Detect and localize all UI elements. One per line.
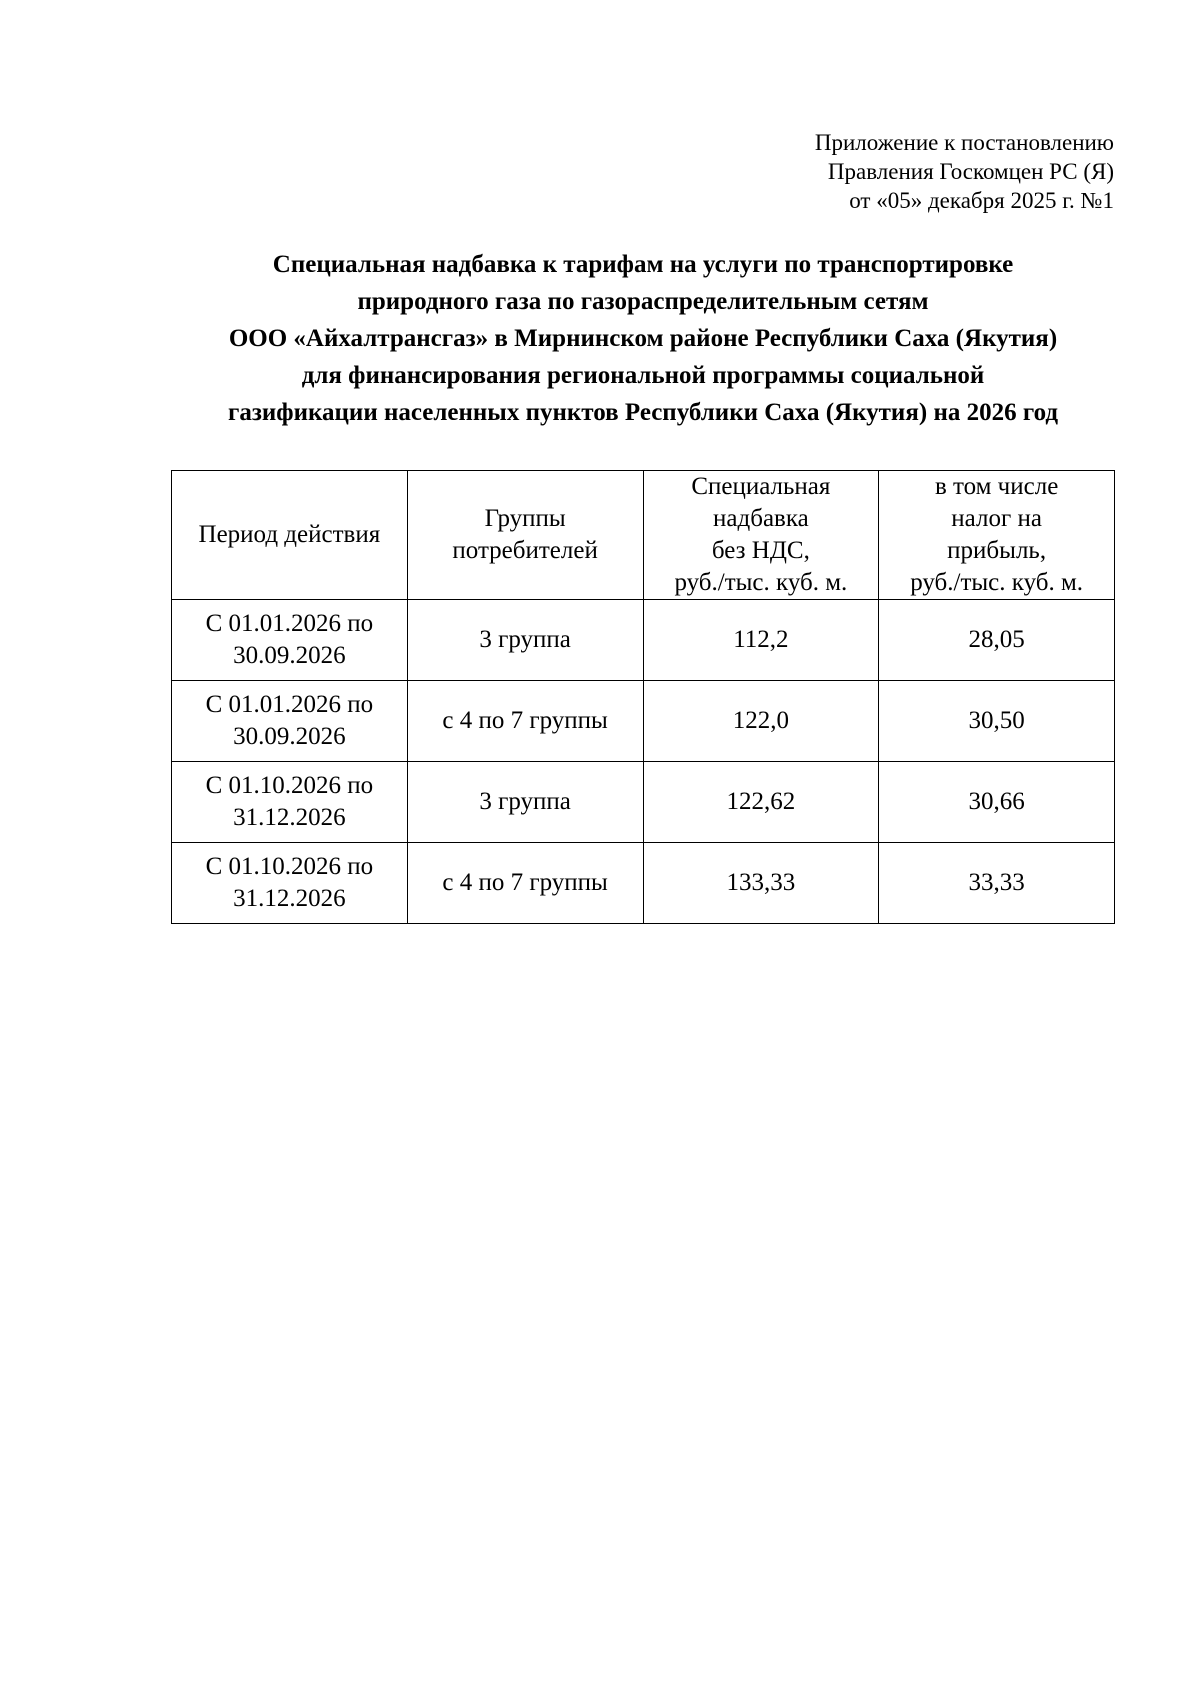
header-text: Группы (484, 505, 566, 532)
surcharge-cell: 133,33 (643, 843, 879, 924)
document-title (150, 246, 1136, 431)
table-row (172, 843, 1115, 924)
period-end: 31.12.2026 (233, 804, 346, 831)
tax-cell: 30,66 (879, 762, 1115, 843)
title-line: природного газа по газораспределительным сетям (357, 288, 929, 315)
header-surcharge (643, 471, 879, 600)
surcharge-cell: 112,2 (643, 600, 879, 681)
header-text: Период действия (198, 521, 381, 548)
surcharge-cell: 122,62 (643, 762, 879, 843)
period-end: 31.12.2026 (233, 885, 346, 912)
period-start: С 01.10.2026 по (205, 772, 374, 799)
header-consumer-group (407, 471, 643, 600)
group-cell: 3 группа (407, 600, 643, 681)
group-cell: 3 группа (407, 762, 643, 843)
header-text: без НДС, (711, 537, 810, 564)
header-text: потребителей (452, 537, 598, 564)
header-text: в том числе (934, 473, 1059, 500)
header-text: руб./тыс. куб. м. (674, 569, 848, 596)
title-line: газификации населенных пунктов Республики Саха (Якутия) на 2026 год (227, 399, 1059, 426)
period-start: С 01.01.2026 по (205, 691, 374, 718)
header-text: налог на (951, 505, 1042, 532)
tariff-table (171, 470, 1115, 924)
period-cell (172, 681, 408, 762)
header-text: руб./тыс. куб. м. (910, 569, 1084, 596)
title-line: Специальная надбавка к тарифам на услуги по транспортировке (272, 251, 1014, 278)
approval-date-line: от «05» декабря 2025 г. №1 (849, 188, 1114, 213)
tax-cell: 30,50 (879, 681, 1115, 762)
tax-cell: 33,33 (879, 843, 1115, 924)
period-end: 30.09.2026 (233, 642, 346, 669)
period-end: 30.09.2026 (233, 723, 346, 750)
header-period (172, 471, 408, 600)
surcharge-cell: 122,0 (643, 681, 879, 762)
group-cell: с 4 по 7 группы (407, 681, 643, 762)
table-row (172, 681, 1115, 762)
table-row (172, 600, 1115, 681)
table-header-row (172, 471, 1115, 600)
table-row (172, 762, 1115, 843)
approval-note (815, 128, 1114, 215)
period-cell (172, 843, 408, 924)
period-start: С 01.10.2026 по (205, 853, 374, 880)
period-start: С 01.01.2026 по (205, 610, 374, 637)
header-text: надбавка (713, 505, 809, 532)
title-line: ООО «Айхалтрансгаз» в Мирнинском районе Республики Саха (Якутия) (228, 325, 1058, 352)
header-text: Специальная (691, 473, 831, 500)
header-text: прибыль, (947, 537, 1047, 564)
header-profit-tax (879, 471, 1115, 600)
approval-line: Приложение к постановлению (814, 130, 1114, 155)
period-cell (172, 762, 408, 843)
period-cell (172, 600, 408, 681)
tax-cell: 28,05 (879, 600, 1115, 681)
title-line: для финансирования региональной программы социальной (301, 362, 985, 389)
approval-line: Правления Госкомцен РС (Я) (827, 159, 1114, 184)
group-cell: с 4 по 7 группы (407, 843, 643, 924)
